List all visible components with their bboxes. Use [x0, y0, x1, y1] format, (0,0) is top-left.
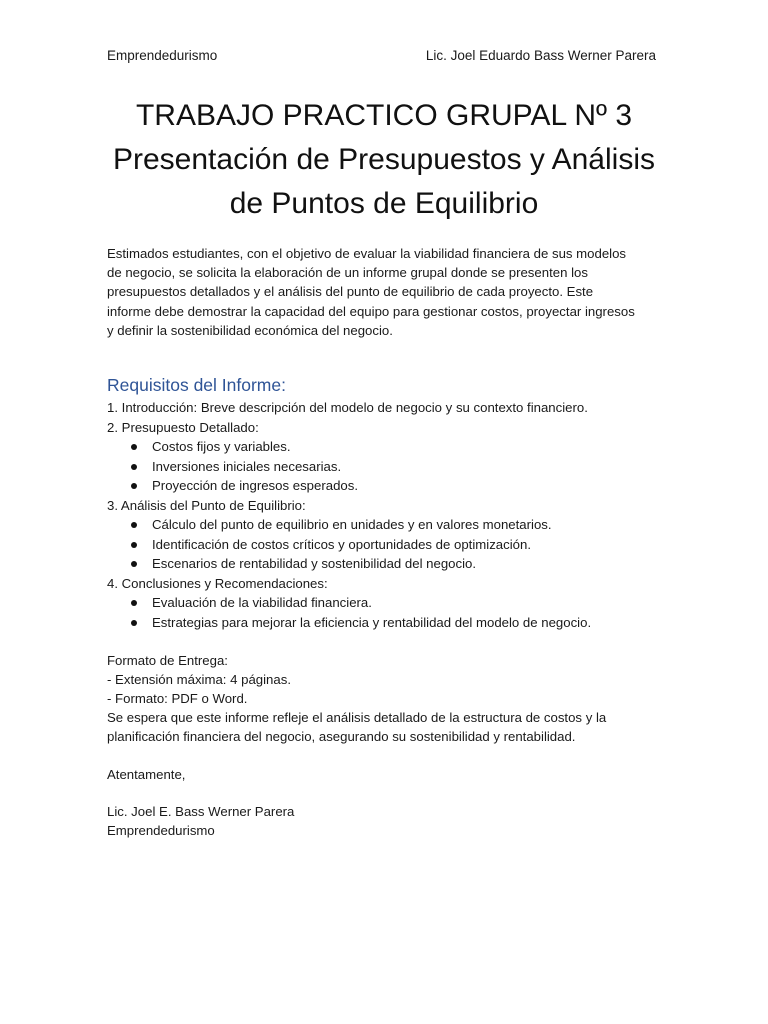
bullet-item [107, 554, 687, 574]
intro-line: presupuestos detallados y el análisis del punto de equilibrio de cada proyecto. Este [107, 284, 594, 300]
title-line-2: Presentación de Presupuestos y Análisis [113, 143, 655, 176]
bullet-icon [131, 464, 137, 470]
format-heading: Formato de Entrega: [107, 653, 228, 668]
bullet-icon [131, 542, 137, 548]
requirements-heading: Requisitos del Informe: [107, 375, 286, 395]
intro-line: y definir la sostenibilidad económica del negocio. [107, 322, 393, 338]
bullet-text: Costos fijos y variables. [152, 439, 291, 454]
bullet-icon [131, 600, 137, 606]
page-header [107, 46, 656, 66]
format-length: - Extensión máxima: 4 páginas. [107, 672, 291, 687]
header-author: Lic. Joel Eduardo Bass Werner Parera [425, 48, 656, 63]
intro-line: de negocio, se solicita la elaboración de un informe grupal donde se presenten los [107, 265, 588, 281]
requirement-item: 4. Conclusiones y Recomendaciones: [107, 575, 328, 591]
format-expectation: Se espera que este informe refleje el análisis detallado de la estructura de costos y la [107, 710, 607, 725]
signature-block [107, 802, 294, 840]
requirement-item: 1. Introducción: Breve descripción del modelo de negocio y su contexto financiero. [107, 400, 588, 415]
signature-subject: Emprendedurismo [107, 823, 215, 838]
header-subject: Emprendedurismo [107, 48, 218, 63]
title-line-3: de Puntos de Equilibrio [229, 187, 539, 220]
intro-paragraph [107, 244, 667, 340]
bullet-item [107, 437, 687, 457]
format-filetype: - Formato: PDF o Word. [107, 691, 248, 706]
bullet-icon [131, 444, 137, 450]
bullet-text: Escenarios de rentabilidad y sostenibilidad del negocio. [152, 556, 477, 571]
bullet-icon [131, 561, 137, 567]
bullet-icon [131, 620, 137, 626]
bullet-text: Estrategias para mejorar la eficiencia y rentabilidad del modelo de negocio. [152, 614, 592, 630]
bullet-text: Evaluación de la viabilidad financiera. [152, 595, 372, 610]
intro-line: informe debe demostrar la capacidad del equipo para gestionar costos, proyectar ingresos [107, 303, 635, 319]
format-expectation: planificación financiera del negocio, asegurando su sostenibilidad y rentabilidad. [107, 729, 576, 744]
requirements-list [107, 398, 687, 632]
bullet-icon [131, 522, 137, 528]
bullet-text: Identificación de costos críticos y oportunidades de optimización. [152, 536, 531, 552]
delivery-format [107, 651, 687, 746]
bullet-text: Cálculo del punto de equilibrio en unidades y en valores monetarios. [152, 517, 552, 532]
signature-name: Lic. Joel E. Bass Werner Parera [107, 804, 295, 819]
bullet-item [107, 593, 687, 613]
bullet-icon [131, 483, 137, 489]
bullet-item [107, 613, 687, 633]
bullet-text: Proyección de ingresos esperados. [152, 478, 358, 493]
bullet-item [107, 535, 687, 555]
title-line-1: TRABAJO PRACTICO GRUPAL Nº 3 [135, 99, 633, 132]
bullet-text: Inversiones iniciales necesarias. [152, 458, 342, 474]
requirement-item: 3. Análisis del Punto de Equilibrio: [107, 497, 306, 513]
bullet-item [107, 515, 687, 535]
bullet-item [107, 476, 687, 496]
requirement-item: 2. Presupuesto Detallado: [107, 419, 259, 435]
bullet-item [107, 457, 687, 477]
intro-line: Estimados estudiantes, con el objetivo de evaluar la viabilidad financiera de sus modelos [107, 246, 627, 261]
document-title [80, 94, 688, 226]
closing-salutation: Atentamente, [107, 767, 186, 782]
